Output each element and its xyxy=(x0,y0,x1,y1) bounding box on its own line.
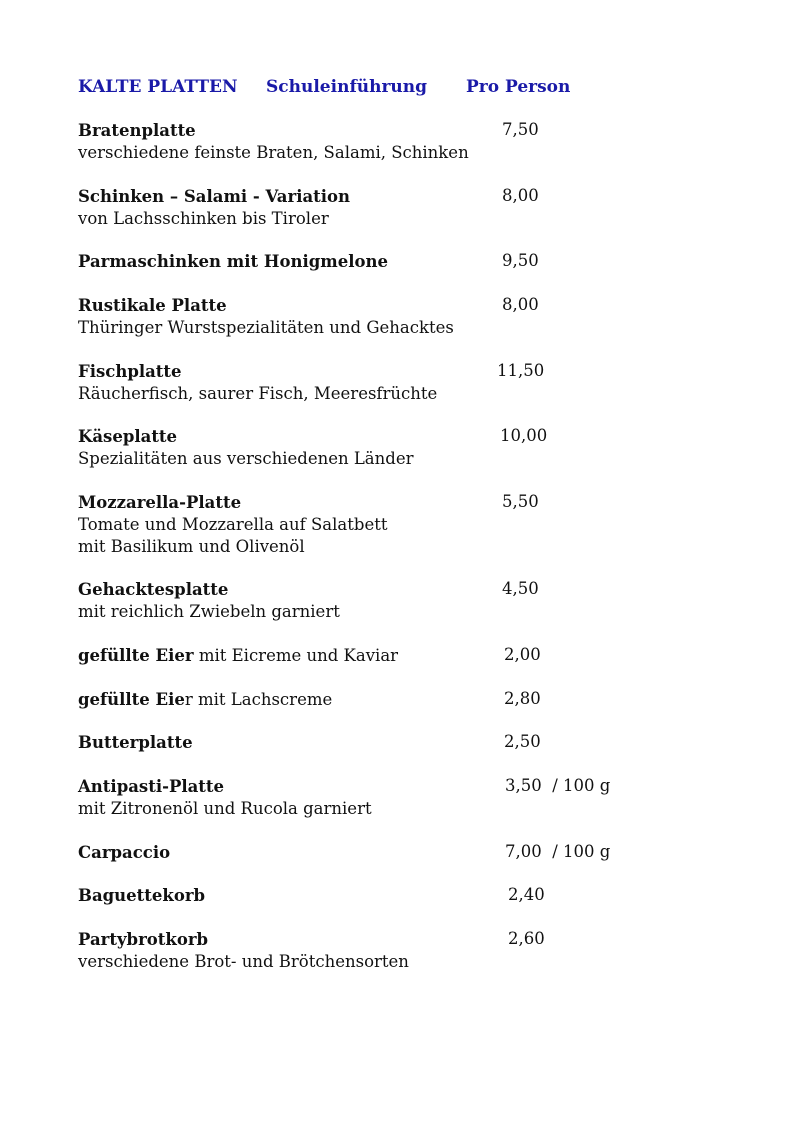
item-name: Antipasti-Platte xyxy=(78,777,225,796)
item-name: Baguettekorb xyxy=(78,886,206,905)
menu-item xyxy=(78,186,698,230)
item-price: 2,50 xyxy=(504,732,541,751)
item-name: Fischplatte xyxy=(78,362,182,381)
item-name: Carpaccio xyxy=(78,843,171,862)
item-name: Rustikale Platte xyxy=(78,296,227,315)
item-name: Partybrotkorb xyxy=(78,930,209,949)
item-name: Butterplatte xyxy=(78,733,193,752)
header-category: KALTE PLATTEN xyxy=(78,77,238,97)
item-description: von Lachsschinken bis Tiroler xyxy=(78,209,329,228)
item-name: gefüllte Eie xyxy=(78,690,185,709)
item-price: 9,50 xyxy=(502,251,539,270)
menu-item xyxy=(78,842,698,864)
header-price-unit: Pro Person xyxy=(466,77,571,97)
menu-item xyxy=(78,120,698,164)
item-description: Räucherfisch, saurer Fisch, Meeresfrüchte xyxy=(78,384,438,403)
item-price: 11,50 xyxy=(497,361,545,380)
item-price: 7,50 xyxy=(502,120,539,139)
item-price: 10,00 xyxy=(500,426,548,445)
item-description: Spezialitäten aus verschiedenen Länder xyxy=(78,449,414,468)
item-name: Schinken – Salami - Variation xyxy=(78,187,351,206)
menu-item xyxy=(78,929,698,973)
item-price: 7,00 / 100 g xyxy=(505,842,611,861)
item-name: Mozzarella-Platte xyxy=(78,493,242,512)
item-description: mit Zitronenöl und Rucola garniert xyxy=(78,799,372,818)
item-description: mit reichlich Zwiebeln garniert xyxy=(78,602,340,621)
item-name-suffix: mit Eicreme und Kaviar xyxy=(193,646,399,665)
item-name: Gehacktesplatte xyxy=(78,580,229,599)
menu-header xyxy=(78,77,698,99)
item-description: Tomate und Mozzarella auf Salatbett xyxy=(78,515,388,534)
menu-item xyxy=(78,492,698,558)
item-price: 4,50 xyxy=(502,579,539,598)
item-description: verschiedene Brot- und Brötchensorten xyxy=(78,952,409,971)
item-description: verschiedene feinste Braten, Salami, Schinken xyxy=(78,143,469,162)
item-name: gefüllte Eier xyxy=(78,646,194,665)
menu-item xyxy=(78,732,698,754)
item-price: 2,60 xyxy=(508,929,545,948)
item-name-suffix: r mit Lachscreme xyxy=(184,690,333,709)
menu-item xyxy=(78,689,698,711)
item-price: 8,00 xyxy=(502,295,539,314)
menu-item xyxy=(78,885,698,907)
item-price: 5,50 xyxy=(502,492,539,511)
item-name: Parmaschinken mit Honigmelone xyxy=(78,252,388,271)
item-price: 3,50 / 100 g xyxy=(505,776,611,795)
item-price: 8,00 xyxy=(502,186,539,205)
menu-item xyxy=(78,776,698,820)
item-description: mit Basilikum und Olivenöl xyxy=(78,537,305,556)
menu-item xyxy=(78,426,698,470)
menu-item xyxy=(78,645,698,667)
item-price: 2,80 xyxy=(504,689,541,708)
item-price: 2,40 xyxy=(508,885,545,904)
menu-item xyxy=(78,579,698,623)
header-occasion: Schuleinführung xyxy=(266,77,428,97)
item-description: Thüringer Wurstspezialitäten und Gehacktes xyxy=(78,318,454,337)
menu-item xyxy=(78,295,698,339)
item-name: Bratenplatte xyxy=(78,121,196,140)
item-name: Käseplatte xyxy=(78,427,178,446)
menu-item xyxy=(78,251,698,273)
item-price: 2,00 xyxy=(504,645,541,664)
menu-item xyxy=(78,361,698,405)
